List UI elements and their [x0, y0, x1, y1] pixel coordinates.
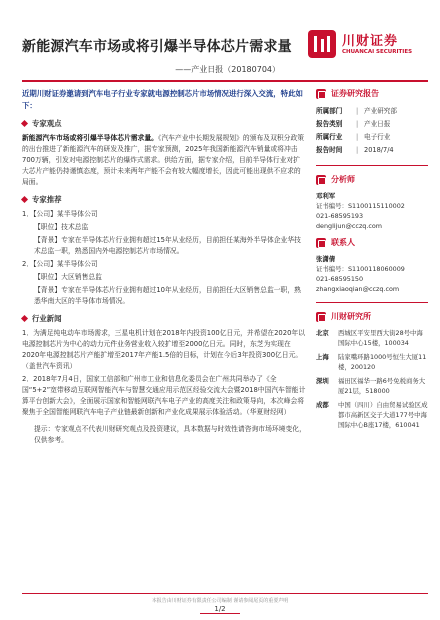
- section-news-heading: [22, 313, 306, 324]
- intro-text: 近期川财证券邀请到汽车电子行业专家就电源控制芯片市场情况进行深入交流，特此如下：: [22, 89, 303, 110]
- office-shanghai: [316, 352, 428, 372]
- offices-label: 川财研究所: [331, 312, 371, 321]
- analyst-phone: 021-68595193: [316, 212, 364, 220]
- analyst-card: [316, 191, 428, 231]
- news-item-1: 1．为满足纯电动车市场需求，三星电机计划在2018年内投资100亿日元，并希望在2020年以电源控制芯片为中心的动力元件业务营业收入较扩增至2000亿日元。同时，东芝为实现在2020年电源控制芯片产能扩增至2017年产能1.5倍的目标，计划在今后3年投资300亿日元。（盖世汽车资讯）: [22, 329, 305, 370]
- report-info-label: 证券研究报告: [331, 89, 379, 98]
- expert-1-role: 【职位】技术总监: [34, 223, 89, 231]
- info-key: 所属行业: [316, 133, 343, 141]
- company-logo: [308, 30, 428, 64]
- expert-2-company: 2．【公司】某半导体公司: [22, 260, 98, 268]
- viewpoint-body: 《汽车产业中长期发展规划》的颁布及双积分政策的出台推进了新能源汽车的研发及推广，据专家预测，2025年我国新能源汽车销量或将冲击700万辆，引发对电源控制芯片的爆炸式需求。供给方面，据专家介绍，目前半导体行业对扩大芯片产能仍持谨慎态度，预计未来两年产能不会有较大幅度增长，因此可能出现供不应求的局面。: [22, 134, 305, 186]
- analyst-icon: [316, 175, 326, 185]
- info-row-date: 报告时间 | 2018/7/4: [316, 144, 428, 157]
- office-city: 深圳: [316, 377, 329, 385]
- logo-mark-icon: [308, 30, 336, 58]
- logo-name: 川财证券: [342, 34, 399, 49]
- info-row-category: 报告类别 | 产业日报: [316, 118, 428, 131]
- office-beijing: [316, 328, 428, 348]
- footer-note: 本报告由川财证券有限责任公司编制 谨请参阅尾页的重要声明: [151, 598, 289, 604]
- section-experts-heading: [22, 194, 306, 205]
- report-title: 新能源汽车市场或将引爆半导体芯片需求量: [22, 39, 292, 55]
- contact-cert: 证书编号：S1100118060009: [316, 265, 405, 273]
- office-city: 成都: [316, 401, 329, 409]
- analyst-name: 邓利军: [316, 192, 336, 200]
- section-viewpoint-heading: [22, 118, 306, 129]
- contact-name: 张潇倩: [316, 255, 336, 263]
- info-key: 所属部门: [316, 107, 343, 115]
- info-value: 产业研究部: [364, 107, 397, 115]
- report-subtitle: ——产业日报（20180704）: [175, 65, 280, 74]
- footer-divider: [22, 593, 428, 594]
- viewpoint-paragraph: [22, 133, 306, 188]
- expert-2-background: 【背景】专家在半导体芯片行业拥有超过10年从业经历，目前担任大区销售总监一职，熟悉华南大区的半导体市场情况。: [34, 286, 301, 305]
- institute-icon: [316, 312, 326, 322]
- office-shenzhen: [316, 376, 428, 396]
- diamond-bullet-icon: [21, 315, 28, 322]
- sidebar: [316, 88, 428, 434]
- info-value: 电子行业: [364, 133, 391, 141]
- section-label: 专家推荐: [32, 195, 62, 204]
- section-label: 专家观点: [32, 119, 62, 128]
- analyst-email[interactable]: denglijun@cczq.com: [316, 222, 383, 230]
- office-address: 福田区福华一路6号免税商务大厦21层，518000: [338, 377, 426, 395]
- diamond-bullet-icon: [21, 196, 28, 203]
- info-value: 2018/7/4: [364, 146, 394, 154]
- expert-1-background: 【背景】专家在半导体芯片行业拥有超过15年从业经历，目前担任某海外半导体企业华技术总监一职，熟悉国内外电源控制芯片市场情况。: [34, 236, 301, 255]
- office-city: 上海: [316, 353, 329, 361]
- info-value: 产业日报: [364, 120, 391, 128]
- report-icon: [316, 89, 326, 99]
- logo-english: CHUANCAI SECURITIES: [342, 49, 413, 55]
- info-row-department: 所属部门 | 产业研究部: [316, 105, 428, 118]
- expert-1-company: 1．【公司】某半导体公司: [22, 210, 98, 218]
- contact-phone: 021-68595150: [316, 275, 364, 283]
- office-chengdu: [316, 400, 428, 430]
- contact-heading: [316, 237, 428, 248]
- analyst-cert: 证书编号：S1100115110002: [316, 202, 405, 210]
- expert-2-role: 【职位】大区销售总监: [34, 273, 102, 281]
- contact-label: 联系人: [331, 238, 355, 247]
- office-address: 中国（四川）自由贸易试验区成都市高新区交子大道177号中海国际中心B座17楼，610041: [338, 401, 428, 429]
- diamond-bullet-icon: [21, 120, 28, 127]
- header-divider: [22, 80, 428, 82]
- info-key: 报告时间: [316, 146, 343, 154]
- viewpoint-lead: 新能源汽车市场或将引爆半导体芯片需求量。: [22, 134, 158, 142]
- offices-heading: [316, 311, 428, 322]
- contact-email[interactable]: zhangxiaoqian@cczq.com: [316, 285, 400, 293]
- sidebar-divider: [316, 165, 428, 166]
- disclaimer: 提示：专家观点不代表川财研究观点及投资建议，具本数据与时效性请咨询市场环境变化，仅供参考。: [34, 425, 306, 444]
- analyst-label: 分析师: [331, 175, 355, 184]
- contact-card: [316, 254, 428, 294]
- main-column: [22, 88, 306, 446]
- section-label: 行业新闻: [32, 314, 62, 323]
- analyst-heading: [316, 174, 428, 185]
- info-key: 报告类别: [316, 120, 343, 128]
- office-address: 陆家嘴环路1000号恒生大厦11楼，200120: [338, 353, 427, 371]
- contact-icon: [316, 238, 326, 248]
- report-info-heading: [316, 88, 428, 99]
- news-item-2: 2．2018年7月4日，国家工信部和广州市工业和信息化委员会在广州共同举办了《全国“5+2”宽带移动互联网智能汽车与智慧交通应用示范区经验交流大会暨2018中国汽车智能计算平台创新大会》，全面展示国家和智能网联汽车电子产业的高度关注和政策导向，本次峰会将聚焦于全国智能网联汽车电子产业链最新创新和产业化成果展示体验活动。（华夏财经网）: [22, 375, 306, 416]
- office-address: 西城区平安里西大街28号中海国际中心15楼，100034: [338, 329, 423, 347]
- sidebar-divider: [316, 302, 428, 303]
- page-number: 1/2: [200, 605, 240, 614]
- office-city: 北京: [316, 329, 329, 337]
- info-row-industry: 所属行业 | 电子行业: [316, 131, 428, 144]
